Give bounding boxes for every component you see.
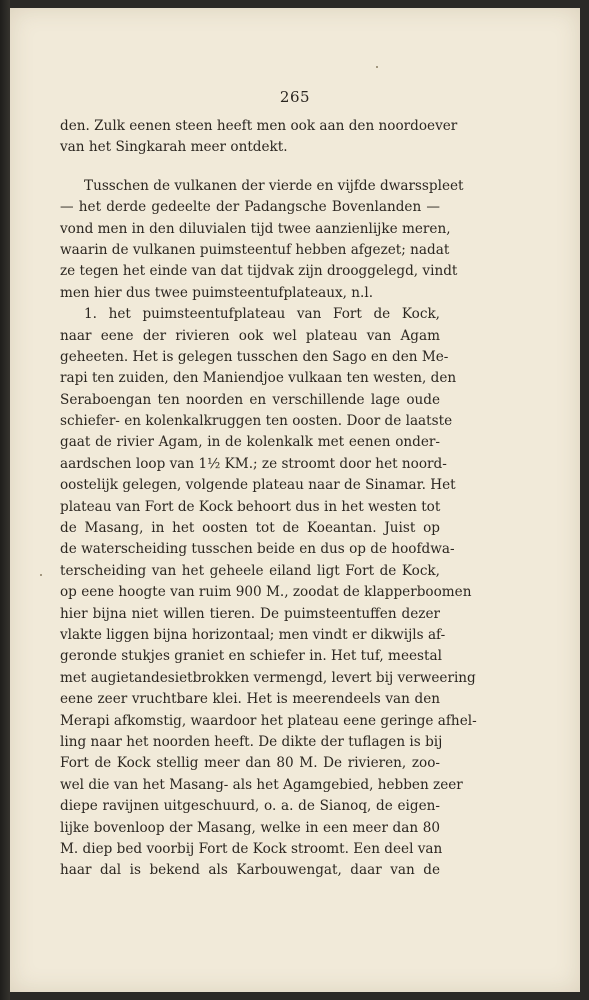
text-line: met augietandesietbrokken vermengd, levert bij verweering bbox=[60, 669, 476, 686]
text-line: schiefer- en kolenkalkruggen ten oosten. Door de laatste bbox=[60, 413, 453, 430]
paper-speck bbox=[40, 574, 42, 576]
text-line: aardschen loop van 1½ KM.; ze stroomt door het noord- bbox=[60, 455, 447, 472]
paragraph bbox=[60, 176, 464, 304]
text-line: diepe ravijnen uitgeschuurd, o. a. de Sianoq, de eigen- bbox=[60, 798, 440, 815]
paragraph bbox=[60, 304, 477, 882]
paper-speck bbox=[376, 66, 378, 68]
paragraph-gap bbox=[60, 159, 440, 176]
text-line: geronde stukjes graniet en schiefer in. Het tuf, meestal bbox=[60, 648, 442, 665]
scan-border bbox=[0, 0, 10, 1000]
text-line: op eene hoogte van ruim 900 M., zoodat de klapperboomen bbox=[60, 584, 472, 601]
text-line: Fort de Kock stellig meer dan 80 M. De rivieren, zoo- bbox=[60, 755, 440, 772]
text-line: ling naar het noorden heeft. De dikte der tuflagen is bij bbox=[60, 733, 443, 750]
text-line: Tusschen de vulkanen der vierde en vijfde dwarsspleet bbox=[84, 177, 464, 194]
text-line: — het derde gedeelte der Padangsche Bovenlanden — bbox=[60, 199, 440, 216]
text-line: Seraboengan ten noorden en verschillende lage oude bbox=[60, 391, 440, 408]
text-line: men hier dus twee puimsteentufplateaux, n.l. bbox=[60, 284, 374, 301]
text-line: terscheiding van het geheele eiland ligt Fort de Kock, bbox=[60, 562, 440, 579]
text-line: eene zeer vruchtbare klei. Het is meerendeels van den bbox=[60, 691, 440, 708]
text-line: wel die van het Masang- als het Agamgebied, hebben zeer bbox=[60, 776, 463, 793]
text-line: plateau van Fort de Kock behoort dus in het westen tot bbox=[60, 498, 441, 515]
text-line: M. diep bed voorbij Fort de Kock stroomt. Een deel van bbox=[60, 840, 443, 857]
text-line: oostelijk gelegen, volgende plateau naar de Sinamar. Het bbox=[60, 477, 456, 494]
text-line: den. Zulk eenen steen heeft men ook aan den noordoever bbox=[60, 118, 458, 134]
text-line: 1. het puimsteentufplateau van Fort de Kock, bbox=[84, 306, 440, 323]
text-line: vond men in den diluvialen tijd twee aanzienlijke meren, bbox=[60, 220, 451, 237]
text-line: van het Singkarah meer ontdekt. bbox=[60, 139, 288, 156]
text-line: de Masang, in het oosten tot de Koeantan. Juist op bbox=[60, 520, 440, 537]
paragraph bbox=[60, 116, 458, 159]
text-line: hier bijna niet willen tieren. De puimsteentuffen dezer bbox=[60, 605, 440, 622]
book-page bbox=[10, 8, 580, 992]
text-line: naar eene der rivieren ook wel plateau van Agam bbox=[60, 327, 440, 344]
text-line: haar dal is bekend als Karbouwengat, daar van de bbox=[60, 862, 440, 879]
text-line: rapi ten zuiden, den Maniendjoe vulkaan ten westen, den bbox=[60, 370, 457, 387]
text-line: de waterscheiding tusschen beide en dus op de hoofdwa- bbox=[60, 541, 455, 558]
text-line: lijke bovenloop der Masang, welke in een meer dan 80 bbox=[60, 819, 440, 836]
text-line: waarin de vulkanen puimsteentuf hebben afgezet; nadat bbox=[60, 241, 450, 258]
text-line: geheeten. Het is gelegen tusschen den Sago en den Me- bbox=[60, 348, 449, 365]
text-line: ze tegen het einde van dat tijdvak zijn drooggelegd, vindt bbox=[60, 263, 458, 280]
text-line: gaat de rivier Agam, in de kolenkalk met eenen onder- bbox=[60, 434, 440, 451]
text-line: Merapi afkomstig, waardoor het plateau eene geringe afhel- bbox=[60, 712, 477, 729]
page-number: 265 bbox=[279, 88, 311, 106]
text-line: vlakte liggen bijna horizontaal; men vindt er dikwijls af- bbox=[60, 626, 446, 643]
body-text bbox=[60, 116, 477, 882]
